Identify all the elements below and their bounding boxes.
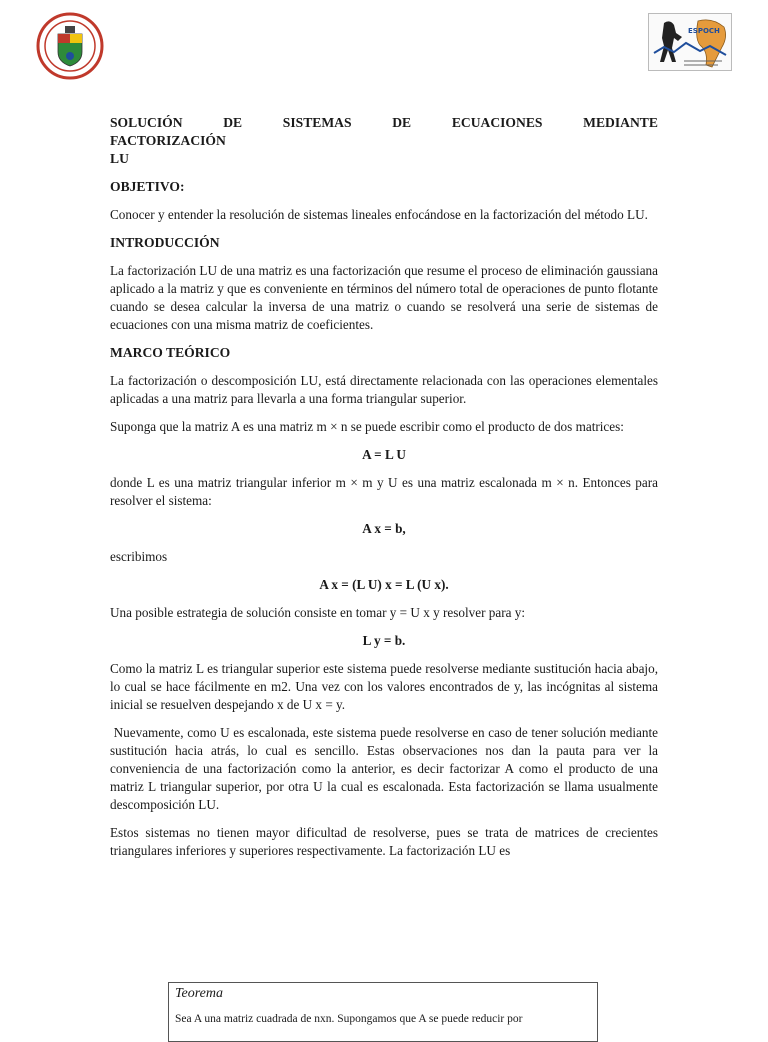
marco-paragraph-5: Una posible estrategia de solución consiste en tomar y = U x y resolver para y: [110, 605, 526, 620]
marco-paragraph-8: Estos sistemas no tienen mayor dificultad de resolverse, pues se trata de matrices de crecientes triangulares inferiores y superiores respectivamente. La factorización LU es [110, 825, 658, 858]
introduccion-text: La factorización LU de una matriz es una factorización que resume el proceso de eliminación gaussiana aplicado a la matriz y que es conveniente en términos del número total de operaciones de punto flotante cuando se desea calcular la inversa de una matriz o cuando se resolverá una serie de sistemas de ecuaciones con una misma matriz de coeficientes. [110, 263, 658, 332]
marco-heading: MARCO TEÓRICO [110, 345, 231, 360]
espoch-maintenance-school-logo-icon [648, 13, 732, 71]
document-title-line-1 [110, 114, 658, 132]
marco-paragraph-2: Suponga que la matriz A es una matriz m × n se puede escribir como el producto de dos matrices: [110, 419, 624, 434]
document-body [110, 114, 662, 860]
title-word: MEDIANTE [583, 115, 658, 130]
theorem-text: Sea A una matriz cuadrada de nxn. Supongamos que A se puede reducir por [175, 1013, 523, 1025]
equation-ax-b: A x = b, [362, 521, 406, 536]
title-word: SOLUCIÓN [110, 115, 183, 130]
right-logo-text: ESPOCH [688, 27, 720, 35]
equation-ly-b: L y = b. [362, 633, 406, 648]
document-title-line-3: LU [110, 151, 129, 166]
marco-paragraph-6: Como la matriz L es triangular superior este sistema puede resolverse mediante sustitución hacia abajo, lo cual se hace fácilmente en m2. Una vez con los valores encontrados de y, las incógnitas al sistema inicial se resuelven despejando x de U x = y. [110, 661, 658, 712]
equation-ax-lux: A x = (L U) x = L (U x). [319, 577, 449, 592]
marco-paragraph-4: escribimos [110, 549, 168, 564]
equation-a-lu: A = L U [362, 447, 406, 462]
marco-paragraph-1: La factorización o descomposición LU, está directamente relacionada con las operaciones elementales aplicadas a una matriz para llevarla a una forma triangular superior. [110, 373, 658, 406]
theorem-title: Teorema [175, 986, 223, 1001]
title-word: ECUACIONES [451, 115, 543, 130]
objetivo-heading: OBJETIVO: [110, 179, 185, 194]
espoch-seal-icon [36, 12, 104, 80]
document-title-line-2: FACTORIZACIÓN [110, 133, 226, 148]
title-word: SISTEMAS [282, 115, 352, 130]
title-word: DE [392, 115, 412, 130]
objetivo-text: Conocer y entender la resolución de sistemas lineales enfocándose en la factorización del método LU. [110, 207, 648, 222]
marco-paragraph-7: Nuevamente, como U es escalonada, este sistema puede resolverse en caso de tener solución mediante sustitución hacia atrás, lo cual es sencillo. Estas observaciones nos dan la pauta para ver la conveniencia de una factorización como la anterior, es decir factorizar A como el producto de una matriz L triangular superior, por otra U la cual es escalonada. Esta factorización se llama usualmente descomposición LU. [110, 725, 662, 812]
title-word: DE [223, 115, 243, 130]
marco-paragraph-3: donde L es una matriz triangular inferior m × m y U es una matriz escalonada m × n. Entonces para resolver el sistema: [110, 475, 658, 508]
theorem-box [168, 982, 598, 1042]
introduccion-heading: INTRODUCCIÓN [110, 235, 220, 250]
